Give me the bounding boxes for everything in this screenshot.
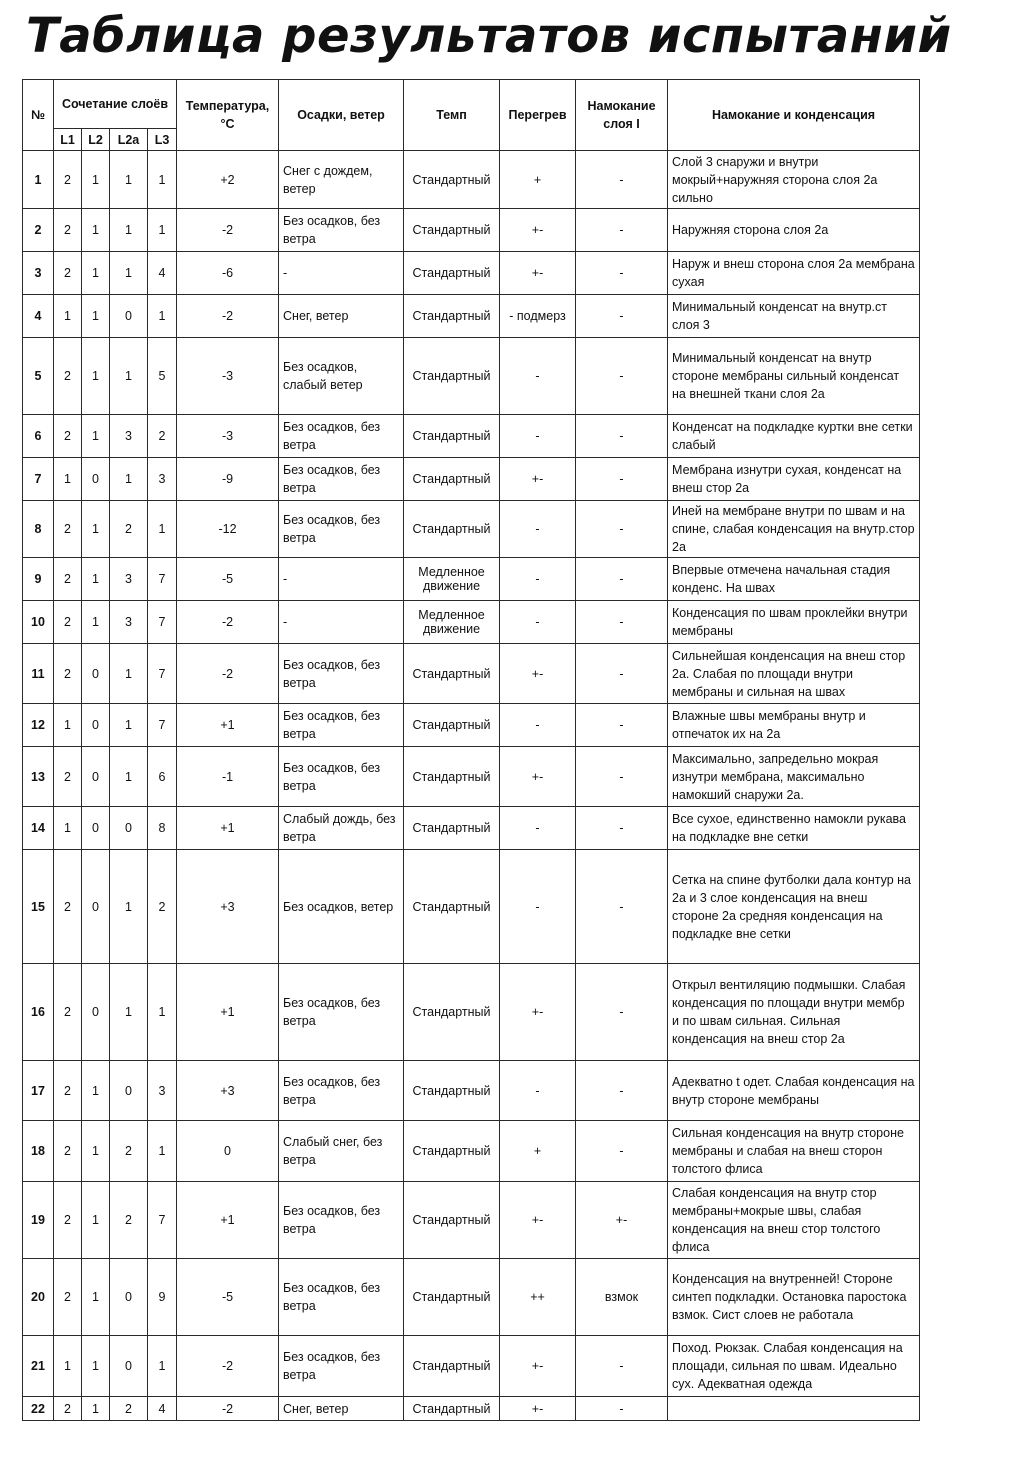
layer1-wetting-cell: взмок	[576, 1259, 668, 1336]
condensation-note: Наруж и внеш сторона слоя 2а мембрана сухая	[668, 252, 920, 295]
row-number: 15	[23, 850, 54, 964]
header-num: №	[23, 80, 54, 151]
layer-l1: 1	[54, 807, 82, 850]
overheat-cell: -	[500, 558, 576, 601]
overheat-cell: -	[500, 338, 576, 415]
table-row	[23, 807, 920, 850]
table-row	[23, 1336, 920, 1397]
temperature-cell: -6	[177, 252, 279, 295]
layer1-wetting-cell: -	[576, 458, 668, 501]
condensation-note: Все сухое, единственно намокли рукава на подкладке вне сетки	[668, 807, 920, 850]
layer1-wetting-cell: -	[576, 1061, 668, 1121]
overheat-cell: +-	[500, 644, 576, 704]
layer-l3: 9	[148, 1259, 177, 1336]
layer-l1: 2	[54, 1259, 82, 1336]
table-row	[23, 1397, 920, 1421]
header-overheat: Перегрев	[500, 80, 576, 151]
pace-cell: Стандартный	[404, 295, 500, 338]
layer-l2a: 1	[110, 252, 148, 295]
layer-l2a: 0	[110, 807, 148, 850]
condensation-note: Сильнейшая конденсация на внеш стор 2а. Слабая по площади внутри мембраны и сильная на швах	[668, 644, 920, 704]
condensation-note: Открыл вентиляцию подмышки. Слабая конденсация по площади внутри мембр и по швам сильная. Сильная конденсация на внеш стор 2а	[668, 964, 920, 1061]
row-number: 22	[23, 1397, 54, 1421]
layer-l2: 1	[82, 1121, 110, 1182]
layer-l1: 2	[54, 1397, 82, 1421]
layer-l1: 2	[54, 747, 82, 807]
overheat-cell: ++	[500, 1259, 576, 1336]
pace-cell: Стандартный	[404, 209, 500, 252]
row-number: 1	[23, 151, 54, 209]
pace-cell: Стандартный	[404, 151, 500, 209]
temperature-cell: -2	[177, 1397, 279, 1421]
header-pace: Темп	[404, 80, 500, 151]
pace-cell: Стандартный	[404, 1336, 500, 1397]
pace-cell: Стандартный	[404, 1061, 500, 1121]
layer-l3: 1	[148, 295, 177, 338]
condensation-note: Влажные швы мембраны внутр и отпечаток их на 2а	[668, 704, 920, 747]
table-row	[23, 209, 920, 252]
layer-l2a: 0	[110, 1336, 148, 1397]
table-row	[23, 458, 920, 501]
layer-l2: 1	[82, 151, 110, 209]
page-title: Таблица результатов испытаний	[26, 8, 952, 64]
condensation-note: Наружняя сторона слоя 2а	[668, 209, 920, 252]
row-number: 7	[23, 458, 54, 501]
weather-cell: Без осадков, без ветра	[279, 458, 404, 501]
temperature-cell: -3	[177, 415, 279, 458]
layer-l2: 1	[82, 209, 110, 252]
overheat-cell: -	[500, 704, 576, 747]
layer-l2: 0	[82, 644, 110, 704]
temperature-cell: +3	[177, 850, 279, 964]
overheat-cell: +-	[500, 1336, 576, 1397]
row-number: 8	[23, 501, 54, 558]
layer1-wetting-cell: -	[576, 415, 668, 458]
layer-l2: 0	[82, 807, 110, 850]
layer-l1: 2	[54, 151, 82, 209]
layer-l1: 2	[54, 338, 82, 415]
table-row	[23, 850, 920, 964]
pace-cell: Стандартный	[404, 415, 500, 458]
condensation-note: Впервые отмечена начальная стадия конденс. На швах	[668, 558, 920, 601]
layer-l1: 1	[54, 458, 82, 501]
layer-l2: 0	[82, 747, 110, 807]
condensation-note: Слой 3 снаружи и внутри мокрый+наружняя сторона слоя 2а сильно	[668, 151, 920, 209]
table-row	[23, 964, 920, 1061]
layer-l3: 8	[148, 807, 177, 850]
layer-l3: 7	[148, 644, 177, 704]
row-number: 10	[23, 601, 54, 644]
layer-l2a: 1	[110, 704, 148, 747]
layer1-wetting-cell: -	[576, 704, 668, 747]
temperature-cell: -5	[177, 1259, 279, 1336]
layer-l3: 3	[148, 1061, 177, 1121]
pace-cell: Стандартный	[404, 644, 500, 704]
layer-l2a: 2	[110, 501, 148, 558]
overheat-cell: +-	[500, 747, 576, 807]
weather-cell: Слабый снег, без ветра	[279, 1121, 404, 1182]
temperature-cell: -1	[177, 747, 279, 807]
table-row	[23, 1061, 920, 1121]
layer-l2a: 0	[110, 295, 148, 338]
weather-cell: Без осадков, без ветра	[279, 964, 404, 1061]
results-table	[22, 79, 920, 1421]
condensation-note: Адекватно t одет. Слабая конденсация на внутр стороне мембраны	[668, 1061, 920, 1121]
layer1-wetting-cell: -	[576, 1336, 668, 1397]
overheat-cell: +-	[500, 209, 576, 252]
table-row	[23, 601, 920, 644]
pace-cell: Стандартный	[404, 964, 500, 1061]
header-wetting-condensation: Намокание и конденсация	[668, 80, 920, 151]
row-number: 9	[23, 558, 54, 601]
layer-l2a: 1	[110, 458, 148, 501]
weather-cell: Слабый дождь, без ветра	[279, 807, 404, 850]
layer1-wetting-cell: -	[576, 850, 668, 964]
table-row	[23, 644, 920, 704]
pace-cell: Медленное движение	[404, 601, 500, 644]
table-row	[23, 338, 920, 415]
overheat-cell: +	[500, 1121, 576, 1182]
layer-l2: 1	[82, 1397, 110, 1421]
layer-l3: 5	[148, 338, 177, 415]
weather-cell: Без осадков, без ветра	[279, 209, 404, 252]
overheat-cell: -	[500, 850, 576, 964]
header-layer-combination: Сочетание слоёв	[54, 80, 177, 129]
condensation-note: Мембрана изнутри сухая, конденсат на внеш стор 2а	[668, 458, 920, 501]
layer-l3: 1	[148, 1121, 177, 1182]
layer1-wetting-cell: -	[576, 558, 668, 601]
temperature-cell: +3	[177, 1061, 279, 1121]
condensation-note: Слабая конденсация на внутр стор мембраны+мокрые швы, слабая конденсация на внеш стор толстого флиса	[668, 1182, 920, 1259]
layer-l2: 1	[82, 1259, 110, 1336]
weather-cell: Без осадков, без ветра	[279, 747, 404, 807]
table-row	[23, 1259, 920, 1336]
table-row	[23, 151, 920, 209]
table-row	[23, 415, 920, 458]
condensation-note: Иней на мембране внутри по швам и на спине, слабая конденсация на внутр.стор 2а	[668, 501, 920, 558]
pace-cell: Стандартный	[404, 1121, 500, 1182]
layer-l1: 2	[54, 644, 82, 704]
table-row	[23, 1121, 920, 1182]
overheat-cell: +-	[500, 1397, 576, 1421]
layer1-wetting-cell: -	[576, 1397, 668, 1421]
layer-l2a: 2	[110, 1121, 148, 1182]
table-row	[23, 501, 920, 558]
layer1-wetting-cell: -	[576, 807, 668, 850]
layer-l2a: 1	[110, 644, 148, 704]
layer-l1: 2	[54, 209, 82, 252]
layer-l3: 4	[148, 1397, 177, 1421]
weather-cell: Без осадков, без ветра	[279, 1182, 404, 1259]
overheat-cell: -	[500, 601, 576, 644]
layer-l2a: 3	[110, 415, 148, 458]
layer-l2: 1	[82, 415, 110, 458]
layer-l2: 1	[82, 252, 110, 295]
layer-l3: 1	[148, 1336, 177, 1397]
pace-cell: Стандартный	[404, 501, 500, 558]
layer-l2a: 3	[110, 601, 148, 644]
header-layer1-wetting: Намокание слоя I	[576, 80, 668, 151]
weather-cell: Без осадков, слабый ветер	[279, 338, 404, 415]
temperature-cell: -2	[177, 1336, 279, 1397]
condensation-note: Поход. Рюкзак. Слабая конденсация на площади, сильная по швам. Идеально сух. Адекватная одежда	[668, 1336, 920, 1397]
row-number: 18	[23, 1121, 54, 1182]
row-number: 19	[23, 1182, 54, 1259]
layer-l2: 1	[82, 1061, 110, 1121]
layer-l2a: 3	[110, 558, 148, 601]
row-number: 11	[23, 644, 54, 704]
temperature-cell: -2	[177, 644, 279, 704]
layer-l3: 7	[148, 558, 177, 601]
condensation-note: Сетка на спине футболки дала контур на 2а и 3 слое конденсация на внеш стороне 2а средняя конденсация на подкладке вне сетки	[668, 850, 920, 964]
table-row	[23, 558, 920, 601]
layer-l1: 2	[54, 501, 82, 558]
row-number: 13	[23, 747, 54, 807]
condensation-note: Максимально, запредельно мокрая изнутри мембрана, максимально намокший снаружи 2а.	[668, 747, 920, 807]
weather-cell: Без осадков, ветер	[279, 850, 404, 964]
layer-l1: 2	[54, 252, 82, 295]
layer-l2: 1	[82, 1182, 110, 1259]
overheat-cell: +	[500, 151, 576, 209]
weather-cell: Без осадков, без ветра	[279, 1259, 404, 1336]
header-l3: L3	[148, 129, 177, 151]
weather-cell: -	[279, 601, 404, 644]
table-row	[23, 747, 920, 807]
layer-l1: 1	[54, 1336, 82, 1397]
layer1-wetting-cell: +-	[576, 1182, 668, 1259]
weather-cell: Снег, ветер	[279, 295, 404, 338]
layer-l2: 1	[82, 501, 110, 558]
table-row	[23, 252, 920, 295]
pace-cell: Стандартный	[404, 850, 500, 964]
temperature-cell: -5	[177, 558, 279, 601]
layer-l3: 1	[148, 151, 177, 209]
overheat-cell: +-	[500, 458, 576, 501]
pace-cell: Стандартный	[404, 338, 500, 415]
row-number: 21	[23, 1336, 54, 1397]
layer-l1: 1	[54, 295, 82, 338]
weather-cell: Снег с дождем, ветер	[279, 151, 404, 209]
temperature-cell: +2	[177, 151, 279, 209]
temperature-cell: +1	[177, 1182, 279, 1259]
layer-l1: 2	[54, 850, 82, 964]
row-number: 6	[23, 415, 54, 458]
temperature-cell: 0	[177, 1121, 279, 1182]
layer1-wetting-cell: -	[576, 964, 668, 1061]
layer-l2a: 2	[110, 1182, 148, 1259]
overheat-cell: -	[500, 501, 576, 558]
layer-l2: 0	[82, 964, 110, 1061]
layer1-wetting-cell: -	[576, 601, 668, 644]
layer-l1: 1	[54, 704, 82, 747]
header-l2: L2	[82, 129, 110, 151]
temperature-cell: -2	[177, 601, 279, 644]
weather-cell: Без осадков, без ветра	[279, 644, 404, 704]
layer-l1: 2	[54, 964, 82, 1061]
condensation-note: Минимальный конденсат на внутр стороне мембраны сильный конденсат на внешней ткани слоя 2а	[668, 338, 920, 415]
overheat-cell: +-	[500, 964, 576, 1061]
weather-cell: -	[279, 558, 404, 601]
overheat-cell: -	[500, 807, 576, 850]
condensation-note: Конденсат на подкладке куртки вне сетки слабый	[668, 415, 920, 458]
row-number: 14	[23, 807, 54, 850]
layer-l3: 1	[148, 964, 177, 1061]
overheat-cell: - подмерз	[500, 295, 576, 338]
layer-l2a: 1	[110, 338, 148, 415]
layer-l2: 0	[82, 850, 110, 964]
pace-cell: Медленное движение	[404, 558, 500, 601]
weather-cell: Без осадков, без ветра	[279, 1061, 404, 1121]
layer-l1: 2	[54, 601, 82, 644]
layer1-wetting-cell: -	[576, 209, 668, 252]
layer-l1: 2	[54, 1121, 82, 1182]
weather-cell: Без осадков, без ветра	[279, 501, 404, 558]
layer-l3: 7	[148, 601, 177, 644]
row-number: 2	[23, 209, 54, 252]
layer-l2: 0	[82, 458, 110, 501]
condensation-note: Сильная конденсация на внутр стороне мембраны и слабая на внеш сторон толстого флиса	[668, 1121, 920, 1182]
weather-cell: Без осадков, без ветра	[279, 415, 404, 458]
layer-l3: 6	[148, 747, 177, 807]
weather-cell: Снег, ветер	[279, 1397, 404, 1421]
layer-l3: 3	[148, 458, 177, 501]
weather-cell: -	[279, 252, 404, 295]
layer-l2: 1	[82, 295, 110, 338]
layer-l2a: 1	[110, 964, 148, 1061]
row-number: 20	[23, 1259, 54, 1336]
temperature-cell: +1	[177, 964, 279, 1061]
overheat-cell: +-	[500, 1182, 576, 1259]
layer-l2a: 1	[110, 747, 148, 807]
row-number: 17	[23, 1061, 54, 1121]
layer-l2a: 0	[110, 1259, 148, 1336]
layer-l1: 2	[54, 1061, 82, 1121]
table-row	[23, 704, 920, 747]
temperature-cell: -12	[177, 501, 279, 558]
layer-l1: 2	[54, 558, 82, 601]
temperature-cell: +1	[177, 704, 279, 747]
layer-l1: 2	[54, 415, 82, 458]
overheat-cell: -	[500, 1061, 576, 1121]
row-number: 5	[23, 338, 54, 415]
layer-l3: 7	[148, 1182, 177, 1259]
table-row	[23, 295, 920, 338]
pace-cell: Стандартный	[404, 1259, 500, 1336]
layer-l1: 2	[54, 1182, 82, 1259]
layer-l3: 1	[148, 209, 177, 252]
pace-cell: Стандартный	[404, 704, 500, 747]
layer-l2a: 1	[110, 850, 148, 964]
layer-l2: 1	[82, 601, 110, 644]
layer1-wetting-cell: -	[576, 747, 668, 807]
layer1-wetting-cell: -	[576, 1121, 668, 1182]
pace-cell: Стандартный	[404, 807, 500, 850]
row-number: 12	[23, 704, 54, 747]
layer-l2a: 1	[110, 209, 148, 252]
header-temperature: Температура, °C	[177, 80, 279, 151]
condensation-note: Минимальный конденсат на внутр.ст слоя 3	[668, 295, 920, 338]
temperature-cell: -2	[177, 209, 279, 252]
row-number: 4	[23, 295, 54, 338]
temperature-cell: -3	[177, 338, 279, 415]
layer1-wetting-cell: -	[576, 295, 668, 338]
layer-l2: 1	[82, 1336, 110, 1397]
row-number: 3	[23, 252, 54, 295]
pace-cell: Стандартный	[404, 252, 500, 295]
layer-l3: 2	[148, 850, 177, 964]
temperature-cell: -9	[177, 458, 279, 501]
layer1-wetting-cell: -	[576, 501, 668, 558]
weather-cell: Без осадков, без ветра	[279, 704, 404, 747]
layer-l2a: 0	[110, 1061, 148, 1121]
pace-cell: Стандартный	[404, 1397, 500, 1421]
temperature-cell: +1	[177, 807, 279, 850]
layer-l3: 1	[148, 501, 177, 558]
layer-l3: 4	[148, 252, 177, 295]
layer-l2: 1	[82, 338, 110, 415]
layer-l2a: 2	[110, 1397, 148, 1421]
weather-cell: Без осадков, без ветра	[279, 1336, 404, 1397]
layer1-wetting-cell: -	[576, 338, 668, 415]
header-l1: L1	[54, 129, 82, 151]
row-number: 16	[23, 964, 54, 1061]
table-row	[23, 1182, 920, 1259]
pace-cell: Стандартный	[404, 458, 500, 501]
condensation-note: Конденсация по швам проклейки внутри мембраны	[668, 601, 920, 644]
layer-l2: 0	[82, 704, 110, 747]
layer-l2: 1	[82, 558, 110, 601]
layer-l3: 2	[148, 415, 177, 458]
layer-l3: 7	[148, 704, 177, 747]
temperature-cell: -2	[177, 295, 279, 338]
header-weather: Осадки, ветер	[279, 80, 404, 151]
results-body	[23, 151, 920, 1421]
condensation-note: Конденсация на внутренней! Стороне синтеп подкладки. Остановка паростока взмок. Сист слоев не работала	[668, 1259, 920, 1336]
overheat-cell: +-	[500, 252, 576, 295]
pace-cell: Стандартный	[404, 1182, 500, 1259]
layer1-wetting-cell: -	[576, 151, 668, 209]
layer1-wetting-cell: -	[576, 644, 668, 704]
header-l2a: L2a	[110, 129, 148, 151]
layer1-wetting-cell: -	[576, 252, 668, 295]
layer-l2a: 1	[110, 151, 148, 209]
overheat-cell: -	[500, 415, 576, 458]
condensation-note	[668, 1397, 920, 1421]
pace-cell: Стандартный	[404, 747, 500, 807]
